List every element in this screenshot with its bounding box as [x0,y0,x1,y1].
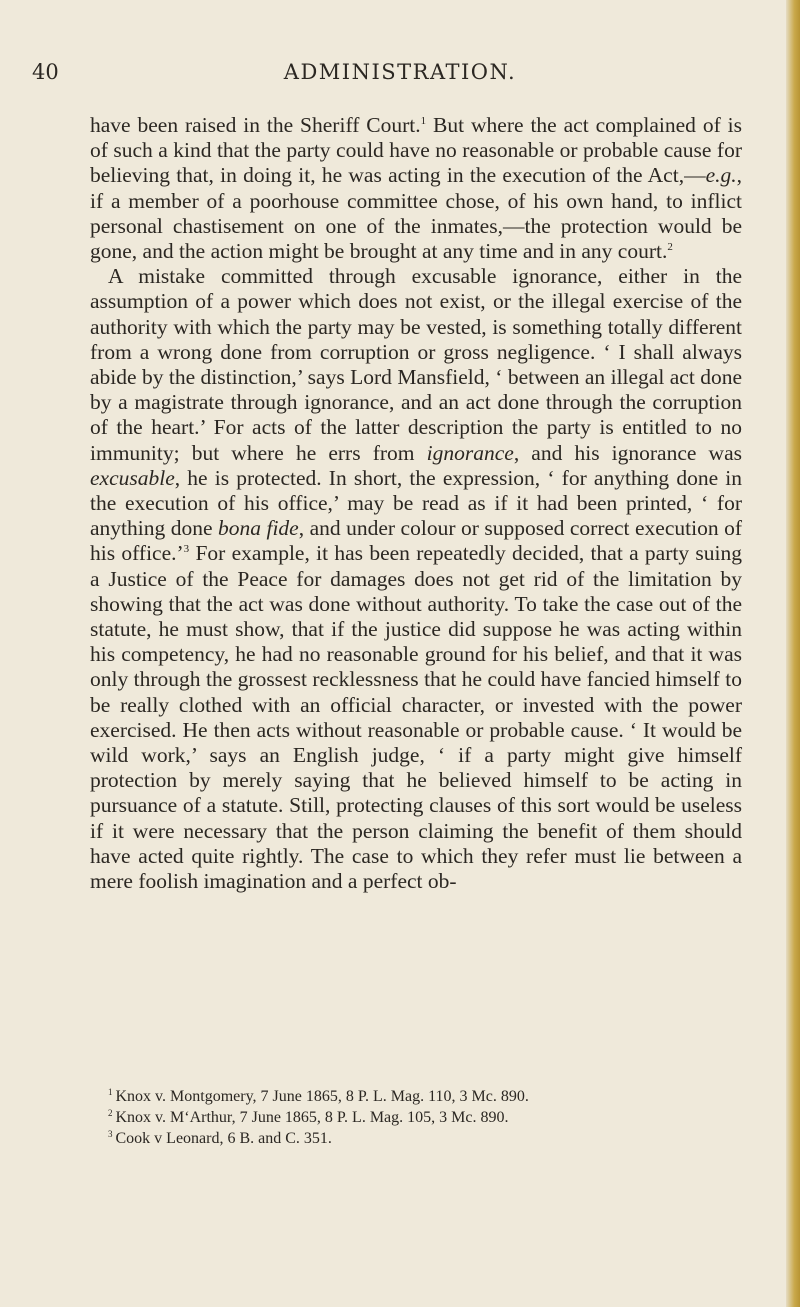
page-number: 40 [32,60,59,84]
footnote-2: $^2$ Knox v. M‘Arthur, 7 June 1865, 8 P. L. Mag. 105, 3 Mc. 890. [108,1107,509,1126]
page-header [0,60,800,92]
footnote-1: $^1$ Knox v. Montgomery, 7 June 1865, 8 P. L. Mag. 110, 3 Mc. 890. [108,1086,529,1105]
paragraph-1: have been raised in the Sheriff Court.$^1$ But where the act complained of is of such a kind that the party could have no reasonable or probable cause for believing that, in doing it, he was acting in the execution of the Act,—e.g., if a member of a poorhouse committee chose, of his own hand, to inflict personal chastisement on one of the inmates,—the protection would be gone, and the action might be brought at any time and in any court.$^2$ [90,113,742,264]
running-head: ADMINISTRATION. [283,60,517,84]
footnote-ref-1: 1 [420,114,427,127]
footnotes [90,1086,742,1149]
footnote-3: $^3$ Cook v Leonard, 6 B. and C. 351. [108,1128,332,1147]
paragraph-2: A mistake committed through excusable ignorance, either in the assumption of a power which does not exist, or the illegal exercise of the authority with which the party may be vested, is something totally different from a wrong done from corruption or gross negligence. ‘ I shall always abide by the distinction,’ says Lord Mansfield, ‘ between an illegal act done by a magistrate through ignorance, and an act done through the corruption of the heart.’ For acts of the latter description the party is entitled to no immunity; but where he errs from ignorance, and his ignorance was excusable, he is protected. In short, the expression, ‘ for anything done in the execution of his office,’ may be read as if it had been printed, ‘ for anything done bona fide, and under colour or supposed correct execution of his office.’$^3$ For example, it has been repeatedly decided, that a party suing a Justice of the Peace for damages does not get rid of the limitation by showing that the act was done without authority. To take the case out of the statute, he must show, that if the justice did suppose he was acting within his competency, he had no reasonable ground for his belief, and that it was only through the grossest recklessness that he could have fancied himself to be really clothed with an official character, or invested with the power exercised. He then acts without reasonable or probable cause. ‘ It would be wild work,’ says an English judge, ‘ if a party might give himself protection by merely saying that he believed himself to be acting in pursuance of a statute. Still, protecting clauses of this sort would be useless if it were necessary that the person claiming the benefit of them should have acted quite rightly. The case to which they refer must lie between a mere foolish imagination and a perfect ob- [90,264,742,894]
page-edge [786,0,800,1307]
footnote-ref-2: 2 [667,240,673,253]
body-text [90,113,742,894]
footnote-ref-3: 3 [183,543,190,556]
